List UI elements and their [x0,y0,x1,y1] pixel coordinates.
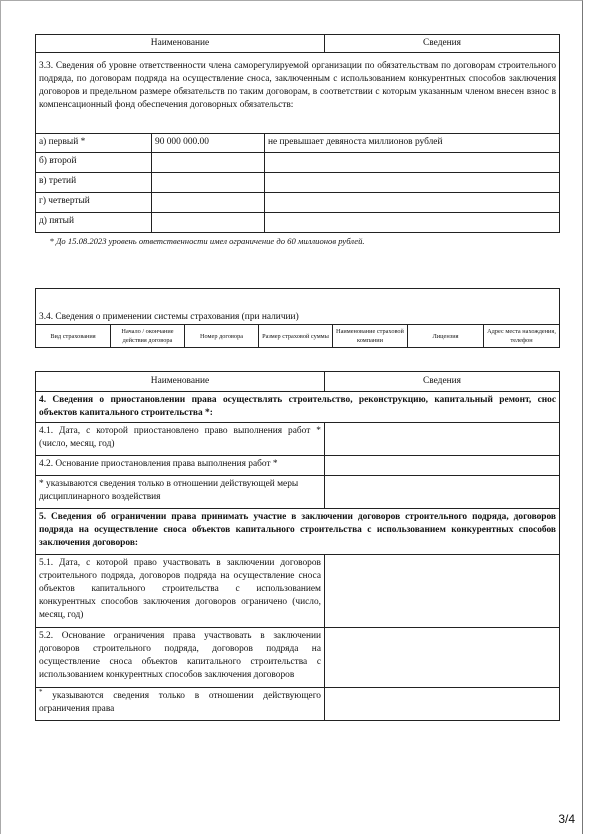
insurance-column-header: Начало / окончание действия договора [111,325,185,348]
level-label: г) четвертый [36,193,152,213]
level-amount [152,213,265,233]
level-amount: 90 000 000.00 [152,134,265,153]
insurance-column-header: Вид страхования [36,325,111,348]
level-description [265,153,560,173]
level-description [265,193,560,213]
insurance-column-header: Номер договора [185,325,259,348]
row-4-note: * указываются сведения только в отношении действующей меры дисциплинарного воздействия [36,476,325,509]
insurance-column-header: Размер страховой суммы [259,325,333,348]
insurance-column-header: Лицензия [408,325,484,348]
level-amount [152,153,265,173]
section-5-title: 5. Сведения об ограничении права принимать участие в заключении договоров строительного подряда, договоров подряда на осуществление сноса объектов капитального строительства с использованием конкурентных способов заключения договоров: [36,509,560,555]
row-4-1-value [325,423,560,456]
level-description: не превышает девяноста миллионов рублей [265,134,560,153]
level-description [265,213,560,233]
level-description [265,173,560,193]
column-header-name: Наименование [36,35,325,53]
level-label: в) третий [36,173,152,193]
responsibility-table [35,34,560,250]
level-amount [152,173,265,193]
level-amount [152,193,265,213]
footnote: * До 15.08.2023 уровень ответственности имел ограничение до 60 миллионов рублей. [49,236,365,246]
insurance-column-header: Наименование страховой компании [333,325,408,348]
row-5-1-value [325,555,560,628]
section-3-3-text: 3.3. Сведения об уровне ответственности члена саморегулируемой организации по обязательствам по договорам строительного подряда, по договорам подряда на осуществление сноса, заключенным с использованием конкурентных способов заключения договоров и предельном размере обязательств по таким договорам, в соответствии с которым указанным членом внесен взнос в компенсационный фонд обеспечения договорных обязательств: [36,59,560,134]
insurance-column-header: Адрес места нахождения, телефон [484,325,560,348]
insurance-table [35,288,560,348]
row-4-2-label: 4.2. Основание приостановления права выполнения работ * [36,456,325,476]
column-header-info: Сведения [325,372,560,392]
footnote-star: * [39,687,43,696]
row-4-1-label: 4.1. Дата, с которой приостановлено право выполнения работ * (число, месяц, год) [36,423,325,456]
section-3-4-title: 3.4. Сведения о применении системы страхования (при наличии) [36,309,560,325]
level-label: д) пятый [36,213,152,233]
column-header-info: Сведения [325,35,560,53]
row-5-2-label: 5.2. Основание ограничения права участвовать в заключении договоров строительного подряда, договоров подряда на осуществление сноса объектов капитального строительства с использованием конкурентных способов заключения договоров [36,628,325,688]
level-label: б) второй [36,153,152,173]
row-5-1-label: 5.1. Дата, с которой право участвовать в заключении договоров строительного подряда, договоров подряда на осуществление сноса объектов капитального строительства с использованием конкурентных способов заключения договоров ограничено (число, месяц, год) [36,555,325,628]
suspension-table [35,371,560,721]
level-label: а) первый * [36,134,152,153]
row-5-note: указываются сведения только в отношении действующего ограничения права [39,691,321,714]
page-number: 3/4 [558,812,575,826]
row-5-2-value [325,628,560,688]
row-4-2-value [325,456,560,476]
section-4-title: 4. Сведения о приостановлении права осуществлять строительство, реконструкцию, капитальный ремонт, снос объектов капитального строительства *: [36,392,560,423]
column-header-name: Наименование [36,372,325,392]
